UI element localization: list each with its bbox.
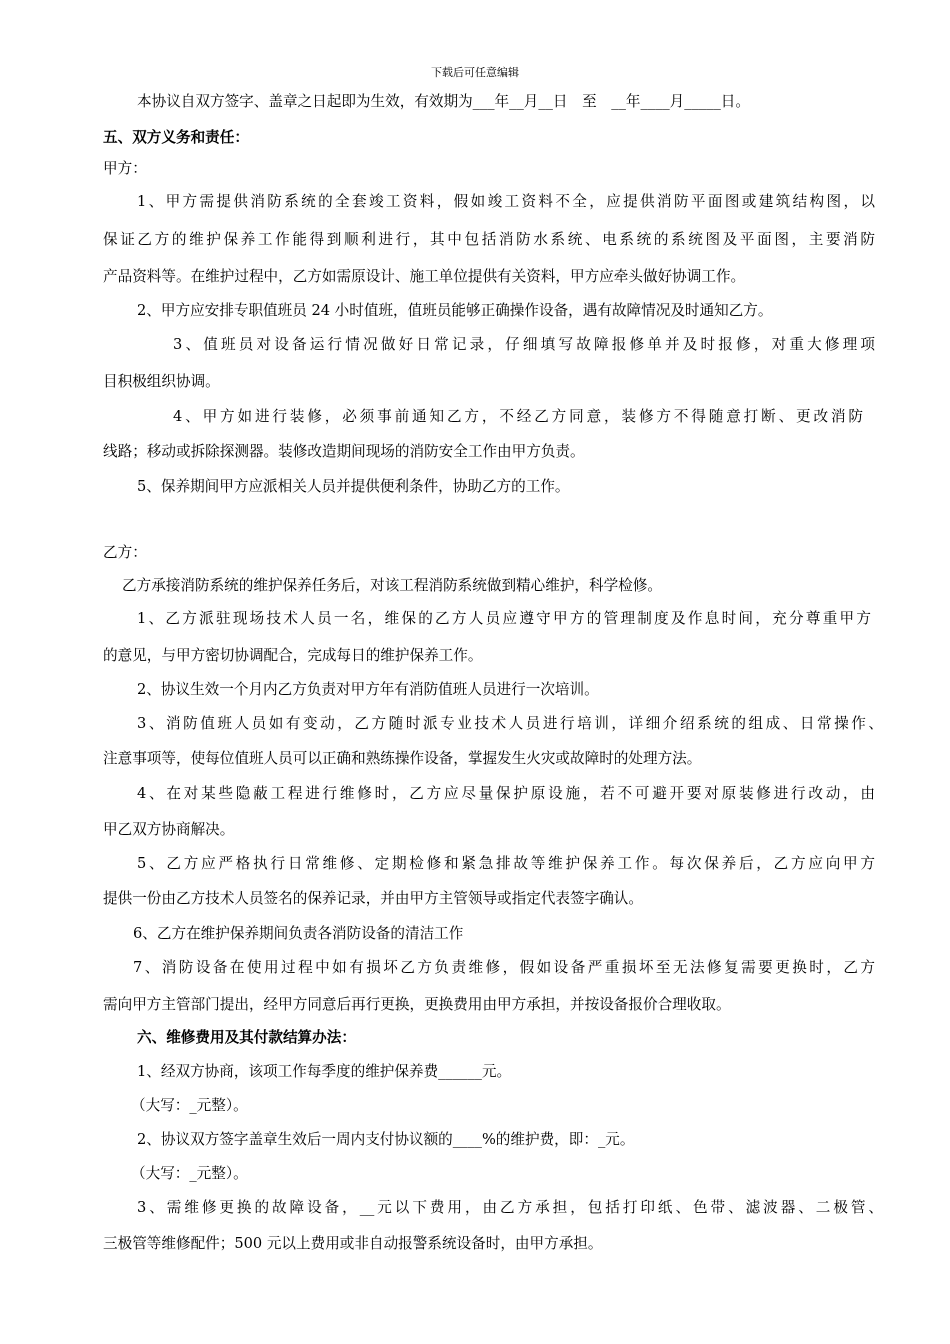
- fee-item-2: 2、协议双方签字盖章生效后一周内支付协议额的____%的维护费，即：_元。: [137, 1131, 635, 1148]
- party-a-item-1-line-3: 产品资料等。在维护过程中，乙方如需原设计、施工单位提供有关资料，甲方应牵头做好协调工作。: [103, 268, 746, 285]
- party-a-item-2: 2、甲方应安排专职值班员 24 小时值班，值班员能够正确操作设备，遇有故障情况及时通知乙方。: [137, 302, 773, 319]
- party-b-item-7-line-2: 需向甲方主管部门提出，经甲方同意后再行更换，更换费用由甲方承担，并按设备报价合理收取。: [103, 996, 731, 1013]
- party-a-item-1-line-1: 1、甲方需提供消防系统的全套竣工资料，假如竣工资料不全，应提供消防平面图或建筑结构图，以: [137, 193, 875, 210]
- party-b-item-5-line-1: 5、乙方应严格执行日常维修、定期检修和紧急排故等维护保养工作。每次保养后，乙方应向甲方: [137, 855, 875, 872]
- party-b-item-4-line-1: 4、在对某些隐蔽工程进行维修时，乙方应尽量保护原设施，若不可避开要对原装修进行改动，由: [137, 785, 875, 802]
- fee-item-1-capital: （大写：_元整）。: [131, 1097, 248, 1114]
- party-b-item-7-line-1: 7、消防设备在使用过程中如有损坏乙方负责维修，假如设备严重损坏至无法修复需要更换时，乙方: [133, 959, 875, 976]
- page-header: 下载后可任意编辑: [431, 66, 519, 79]
- party-b-item-1-line-1: 1、乙方派驻现场技术人员一名，维保的乙方人员应遵守甲方的管理制度及作息时间，充分尊重甲方: [137, 610, 871, 627]
- party-b-item-4-line-2: 甲乙双方协商解决。: [103, 821, 235, 838]
- party-a-item-3-line-2: 目积极组织协调。: [103, 373, 220, 390]
- party-b-item-6: 6、乙方在维护保养期间负责各消防设备的清洁工作: [133, 925, 464, 942]
- fee-item-3-line-1: 3、需维修更换的故障设备，__元以下费用，由乙方承担，包括打印纸、色带、滤波器、二极管、: [137, 1199, 883, 1216]
- party-a-item-4-line-1: 4、甲方如进行装修，必须事前通知乙方，不经乙方同意，装修方不得随意打断、更改消防: [173, 408, 863, 425]
- validity-clause: 本协议自双方签字、盖章之日起即为生效，有效期为___年__月__日 至 __年____月_____日。: [137, 93, 750, 110]
- party-a-item-4-line-2: 线路；移动或拆除探测器。装修改造期间现场的消防安全工作由甲方负责。: [103, 443, 585, 460]
- party-b-heading: 乙方：: [103, 544, 147, 561]
- party-b-intro: 乙方承接消防系统的维护保养任务后，对该工程消防系统做到精心维护，科学检修。: [122, 577, 662, 594]
- party-b-item-5-line-2: 提供一份由乙方技术人员签名的保养记录，并由甲方主管领导或指定代表签字确认。: [103, 890, 643, 907]
- party-a-item-1-line-2: 保证乙方的维护保养工作能得到顺利进行，其中包括消防水系统、电系统的系统图及平面图，主要消防: [103, 231, 875, 248]
- party-a-heading: 甲方：: [103, 160, 147, 177]
- party-b-item-3-line-2: 注意事项等，使每位值班人员可以正确和熟练操作设备，掌握发生火灾或故障时的处理方法。: [103, 750, 702, 767]
- section-6-heading: 六、维修费用及其付款结算办法：: [137, 1029, 356, 1046]
- party-a-item-5: 5、保养期间甲方应派相关人员并提供便利条件，协助乙方的工作。: [137, 478, 570, 495]
- fee-item-1: 1、经双方协商，该项工作每季度的维护保养费______元。: [137, 1063, 512, 1080]
- fee-item-3-line-2: 三极管等维修配件；500 元以上费用或非自动报警系统设备时，由甲方承担。: [103, 1235, 603, 1252]
- party-b-item-2: 2、协议生效一个月内乙方负责对甲方年有消防值班人员进行一次培训。: [137, 681, 599, 698]
- party-b-item-3-line-1: 3、消防值班人员如有变动，乙方随时派专业技术人员进行培训，详细介绍系统的组成、日常操作、: [137, 715, 883, 732]
- party-b-item-1-line-2: 的意见，与甲方密切协调配合，完成每日的维护保养工作。: [103, 647, 483, 664]
- fee-item-2-capital: （大写：_元整）。: [131, 1165, 248, 1182]
- party-a-item-3-line-1: 3、值班员对设备运行情况做好日常记录，仔细填写故障报修单并及时报修，对重大修理项: [173, 336, 875, 353]
- section-5-heading: 五、双方义务和责任：: [103, 129, 249, 146]
